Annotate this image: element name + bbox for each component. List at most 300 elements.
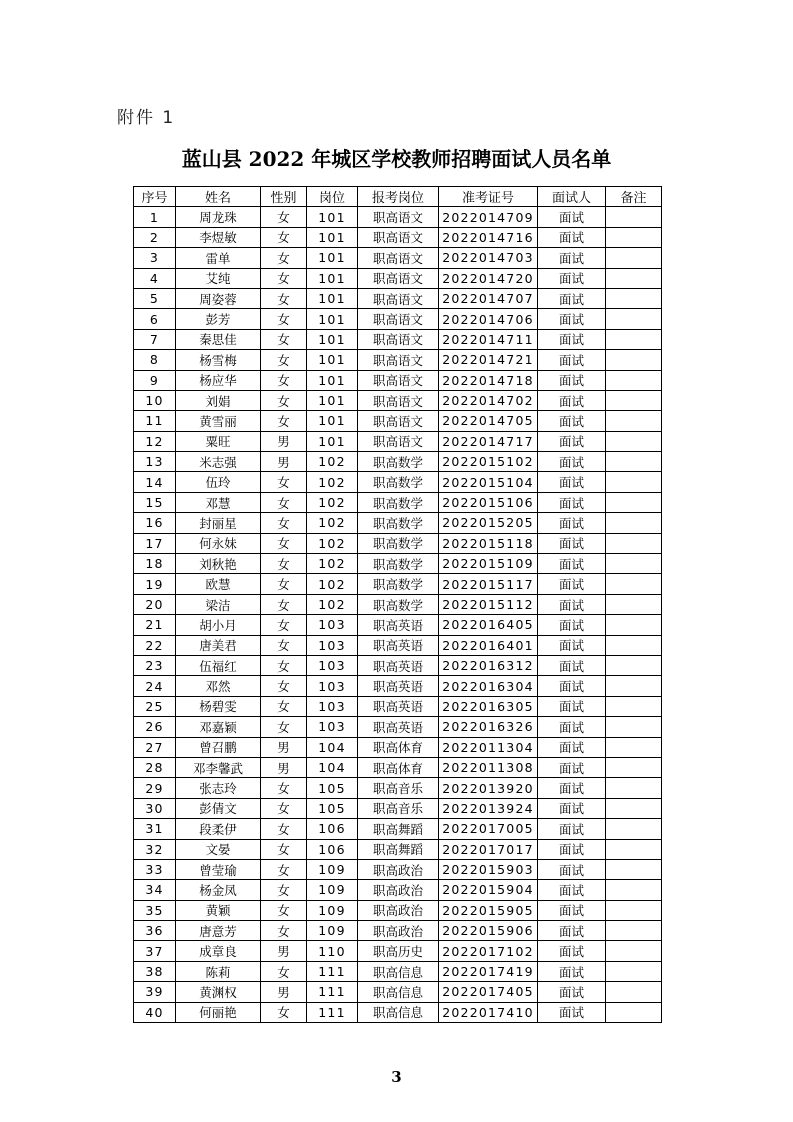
cell-applied-post: 职高政治 bbox=[358, 880, 439, 900]
cell-applied-post: 职高数学 bbox=[358, 554, 439, 574]
cell-post: 102 bbox=[307, 472, 358, 492]
cell-applied-post: 职高舞蹈 bbox=[358, 839, 439, 859]
cell-interview: 面试 bbox=[538, 941, 606, 961]
cell-interview: 面试 bbox=[538, 880, 606, 900]
cell-name: 彭倩文 bbox=[176, 798, 261, 818]
cell-name: 梁洁 bbox=[176, 594, 261, 614]
cell-gender: 女 bbox=[261, 717, 307, 737]
cell-ticket-number: 2022017405 bbox=[439, 982, 538, 1002]
cell-interview: 面试 bbox=[538, 655, 606, 675]
cell-applied-post: 职高语文 bbox=[358, 248, 439, 268]
cell-ticket-number: 2022014707 bbox=[439, 288, 538, 308]
cell-applied-post: 职高数学 bbox=[358, 533, 439, 553]
cell-index: 25 bbox=[134, 696, 176, 716]
cell-index: 28 bbox=[134, 757, 176, 777]
cell-index: 34 bbox=[134, 880, 176, 900]
cell-interview: 面试 bbox=[538, 207, 606, 227]
cell-ticket-number: 2022014721 bbox=[439, 350, 538, 370]
cell-ticket-number: 2022016405 bbox=[439, 615, 538, 635]
cell-name: 何永妹 bbox=[176, 533, 261, 553]
cell-name: 杨应华 bbox=[176, 370, 261, 390]
cell-post: 111 bbox=[307, 961, 358, 981]
cell-ticket-number: 2022015903 bbox=[439, 859, 538, 879]
cell-applied-post: 职高信息 bbox=[358, 1002, 439, 1022]
cell-remarks bbox=[606, 757, 662, 777]
cell-post: 101 bbox=[307, 390, 358, 410]
cell-index: 27 bbox=[134, 737, 176, 757]
cell-name: 刘娟 bbox=[176, 390, 261, 410]
cell-applied-post: 职高信息 bbox=[358, 982, 439, 1002]
table-row bbox=[134, 635, 662, 655]
table-row bbox=[134, 961, 662, 981]
cell-ticket-number: 2022014711 bbox=[439, 329, 538, 349]
cell-name: 胡小月 bbox=[176, 615, 261, 635]
cell-interview: 面试 bbox=[538, 309, 606, 329]
cell-ticket-number: 2022014703 bbox=[439, 248, 538, 268]
cell-gender: 男 bbox=[261, 941, 307, 961]
cell-gender: 女 bbox=[261, 859, 307, 879]
cell-post: 101 bbox=[307, 207, 358, 227]
cell-index: 12 bbox=[134, 431, 176, 451]
cell-interview: 面试 bbox=[538, 778, 606, 798]
cell-name: 欧慧 bbox=[176, 574, 261, 594]
cell-ticket-number: 2022014706 bbox=[439, 309, 538, 329]
cell-gender: 女 bbox=[261, 676, 307, 696]
table-row bbox=[134, 655, 662, 675]
cell-index: 37 bbox=[134, 941, 176, 961]
cell-gender: 女 bbox=[261, 492, 307, 512]
table-row bbox=[134, 737, 662, 757]
cell-interview: 面试 bbox=[538, 554, 606, 574]
cell-index: 30 bbox=[134, 798, 176, 818]
cell-gender: 男 bbox=[261, 452, 307, 472]
cell-ticket-number: 2022015118 bbox=[439, 533, 538, 553]
cell-index: 14 bbox=[134, 472, 176, 492]
cell-post: 101 bbox=[307, 248, 358, 268]
cell-ticket-number: 2022015906 bbox=[439, 921, 538, 941]
cell-post: 102 bbox=[307, 554, 358, 574]
cell-ticket-number: 2022016305 bbox=[439, 696, 538, 716]
cell-applied-post: 职高数学 bbox=[358, 492, 439, 512]
table-row bbox=[134, 859, 662, 879]
cell-gender: 男 bbox=[261, 431, 307, 451]
table-row bbox=[134, 1002, 662, 1022]
cell-ticket-number: 2022014716 bbox=[439, 227, 538, 247]
cell-remarks bbox=[606, 900, 662, 920]
cell-post: 101 bbox=[307, 268, 358, 288]
cell-gender: 女 bbox=[261, 655, 307, 675]
cell-ticket-number: 2022014709 bbox=[439, 207, 538, 227]
cell-remarks bbox=[606, 819, 662, 839]
cell-ticket-number: 2022014718 bbox=[439, 370, 538, 390]
cell-remarks bbox=[606, 1002, 662, 1022]
cell-interview: 面试 bbox=[538, 819, 606, 839]
cell-remarks bbox=[606, 431, 662, 451]
page-title: 蓝山县 2022 年城区学校教师招聘面试人员名单 bbox=[181, 147, 612, 171]
cell-applied-post: 职高政治 bbox=[358, 921, 439, 941]
cell-ticket-number: 2022015905 bbox=[439, 900, 538, 920]
cell-gender: 男 bbox=[261, 737, 307, 757]
cell-name: 邓李馨武 bbox=[176, 757, 261, 777]
header-applied-post: 报考岗位 bbox=[358, 187, 439, 207]
cell-interview: 面试 bbox=[538, 574, 606, 594]
cell-ticket-number: 2022014705 bbox=[439, 411, 538, 431]
cell-index: 13 bbox=[134, 452, 176, 472]
cell-post: 105 bbox=[307, 778, 358, 798]
cell-index: 26 bbox=[134, 717, 176, 737]
cell-applied-post: 职高语文 bbox=[358, 268, 439, 288]
cell-applied-post: 职高英语 bbox=[358, 635, 439, 655]
cell-gender: 男 bbox=[261, 982, 307, 1002]
table-row bbox=[134, 431, 662, 451]
cell-remarks bbox=[606, 798, 662, 818]
table-row bbox=[134, 696, 662, 716]
cell-ticket-number: 2022013920 bbox=[439, 778, 538, 798]
cell-applied-post: 职高语文 bbox=[358, 411, 439, 431]
cell-applied-post: 职高音乐 bbox=[358, 798, 439, 818]
cell-remarks bbox=[606, 594, 662, 614]
cell-interview: 面试 bbox=[538, 839, 606, 859]
header-remarks: 备注 bbox=[606, 187, 662, 207]
cell-interview: 面试 bbox=[538, 798, 606, 818]
cell-ticket-number: 2022013924 bbox=[439, 798, 538, 818]
cell-post: 101 bbox=[307, 329, 358, 349]
cell-post: 104 bbox=[307, 757, 358, 777]
cell-index: 10 bbox=[134, 390, 176, 410]
cell-remarks bbox=[606, 533, 662, 553]
cell-gender: 男 bbox=[261, 757, 307, 777]
cell-interview: 面试 bbox=[538, 248, 606, 268]
cell-gender: 女 bbox=[261, 696, 307, 716]
table-row bbox=[134, 309, 662, 329]
table-row bbox=[134, 248, 662, 268]
cell-name: 黄颖 bbox=[176, 900, 261, 920]
table-row bbox=[134, 676, 662, 696]
cell-interview: 面试 bbox=[538, 696, 606, 716]
table-row bbox=[134, 452, 662, 472]
cell-index: 33 bbox=[134, 859, 176, 879]
cell-name: 曾召鹏 bbox=[176, 737, 261, 757]
cell-applied-post: 职高语文 bbox=[358, 227, 439, 247]
cell-interview: 面试 bbox=[538, 757, 606, 777]
cell-applied-post: 职高音乐 bbox=[358, 778, 439, 798]
cell-post: 110 bbox=[307, 941, 358, 961]
cell-gender: 女 bbox=[261, 1002, 307, 1022]
table-row bbox=[134, 982, 662, 1002]
cell-gender: 女 bbox=[261, 778, 307, 798]
table-row bbox=[134, 288, 662, 308]
cell-post: 101 bbox=[307, 350, 358, 370]
cell-index: 40 bbox=[134, 1002, 176, 1022]
cell-post: 103 bbox=[307, 655, 358, 675]
cell-interview: 面试 bbox=[538, 900, 606, 920]
cell-index: 5 bbox=[134, 288, 176, 308]
cell-name: 艾纯 bbox=[176, 268, 261, 288]
cell-applied-post: 职高政治 bbox=[358, 859, 439, 879]
cell-post: 101 bbox=[307, 370, 358, 390]
table-header-row bbox=[134, 187, 662, 207]
cell-index: 38 bbox=[134, 961, 176, 981]
cell-name: 伍玲 bbox=[176, 472, 261, 492]
cell-post: 103 bbox=[307, 676, 358, 696]
cell-gender: 女 bbox=[261, 900, 307, 920]
cell-name: 邓然 bbox=[176, 676, 261, 696]
table-row bbox=[134, 921, 662, 941]
cell-ticket-number: 2022017419 bbox=[439, 961, 538, 981]
cell-index: 24 bbox=[134, 676, 176, 696]
attachment-label: 附件 1 bbox=[117, 108, 176, 128]
table-row bbox=[134, 227, 662, 247]
cell-gender: 女 bbox=[261, 961, 307, 981]
cell-remarks bbox=[606, 227, 662, 247]
cell-ticket-number: 2022011304 bbox=[439, 737, 538, 757]
cell-remarks bbox=[606, 350, 662, 370]
table-row bbox=[134, 207, 662, 227]
cell-name: 彭芳 bbox=[176, 309, 261, 329]
cell-remarks bbox=[606, 941, 662, 961]
candidate-table bbox=[133, 186, 662, 1023]
table-row bbox=[134, 717, 662, 737]
cell-applied-post: 职高政治 bbox=[358, 900, 439, 920]
cell-index: 17 bbox=[134, 533, 176, 553]
cell-ticket-number: 2022014702 bbox=[439, 390, 538, 410]
cell-gender: 女 bbox=[261, 411, 307, 431]
cell-name: 何丽艳 bbox=[176, 1002, 261, 1022]
cell-gender: 女 bbox=[261, 227, 307, 247]
cell-post: 103 bbox=[307, 615, 358, 635]
cell-remarks bbox=[606, 268, 662, 288]
cell-interview: 面试 bbox=[538, 961, 606, 981]
cell-post: 102 bbox=[307, 533, 358, 553]
cell-remarks bbox=[606, 717, 662, 737]
cell-post: 103 bbox=[307, 635, 358, 655]
cell-interview: 面试 bbox=[538, 737, 606, 757]
cell-gender: 女 bbox=[261, 798, 307, 818]
cell-post: 102 bbox=[307, 452, 358, 472]
cell-remarks bbox=[606, 921, 662, 941]
cell-applied-post: 职高英语 bbox=[358, 676, 439, 696]
cell-post: 101 bbox=[307, 431, 358, 451]
cell-ticket-number: 2022011308 bbox=[439, 757, 538, 777]
cell-applied-post: 职高英语 bbox=[358, 655, 439, 675]
cell-index: 20 bbox=[134, 594, 176, 614]
cell-applied-post: 职高语文 bbox=[358, 309, 439, 329]
cell-gender: 女 bbox=[261, 472, 307, 492]
cell-remarks bbox=[606, 411, 662, 431]
cell-interview: 面试 bbox=[538, 390, 606, 410]
cell-gender: 女 bbox=[261, 309, 307, 329]
cell-remarks bbox=[606, 982, 662, 1002]
cell-index: 21 bbox=[134, 615, 176, 635]
cell-name: 黄渊权 bbox=[176, 982, 261, 1002]
cell-interview: 面试 bbox=[538, 594, 606, 614]
cell-remarks bbox=[606, 676, 662, 696]
cell-index: 32 bbox=[134, 839, 176, 859]
cell-post: 101 bbox=[307, 411, 358, 431]
cell-gender: 女 bbox=[261, 390, 307, 410]
cell-interview: 面试 bbox=[538, 859, 606, 879]
cell-name: 封丽星 bbox=[176, 513, 261, 533]
cell-ticket-number: 2022014720 bbox=[439, 268, 538, 288]
cell-name: 成章良 bbox=[176, 941, 261, 961]
cell-applied-post: 职高语文 bbox=[358, 390, 439, 410]
cell-gender: 女 bbox=[261, 533, 307, 553]
cell-post: 109 bbox=[307, 859, 358, 879]
cell-ticket-number: 2022015104 bbox=[439, 472, 538, 492]
cell-applied-post: 职高英语 bbox=[358, 696, 439, 716]
cell-remarks bbox=[606, 859, 662, 879]
cell-post: 101 bbox=[307, 309, 358, 329]
cell-interview: 面试 bbox=[538, 635, 606, 655]
cell-interview: 面试 bbox=[538, 921, 606, 941]
cell-name: 李煜敏 bbox=[176, 227, 261, 247]
cell-name: 米志强 bbox=[176, 452, 261, 472]
cell-index: 39 bbox=[134, 982, 176, 1002]
table-row bbox=[134, 757, 662, 777]
cell-ticket-number: 2022016401 bbox=[439, 635, 538, 655]
cell-index: 1 bbox=[134, 207, 176, 227]
cell-applied-post: 职高数学 bbox=[358, 513, 439, 533]
table-row bbox=[134, 819, 662, 839]
cell-name: 杨雪梅 bbox=[176, 350, 261, 370]
cell-interview: 面试 bbox=[538, 492, 606, 512]
cell-gender: 女 bbox=[261, 880, 307, 900]
cell-index: 6 bbox=[134, 309, 176, 329]
header-index: 序号 bbox=[134, 187, 176, 207]
cell-remarks bbox=[606, 655, 662, 675]
cell-remarks bbox=[606, 778, 662, 798]
header-gender: 性别 bbox=[261, 187, 307, 207]
cell-gender: 女 bbox=[261, 248, 307, 268]
cell-ticket-number: 2022015112 bbox=[439, 594, 538, 614]
cell-index: 16 bbox=[134, 513, 176, 533]
cell-applied-post: 职高语文 bbox=[358, 350, 439, 370]
cell-post: 102 bbox=[307, 492, 358, 512]
cell-applied-post: 职高英语 bbox=[358, 615, 439, 635]
cell-ticket-number: 2022016304 bbox=[439, 676, 538, 696]
cell-remarks bbox=[606, 635, 662, 655]
cell-name: 张志玲 bbox=[176, 778, 261, 798]
cell-remarks bbox=[606, 390, 662, 410]
cell-post: 101 bbox=[307, 288, 358, 308]
table-row bbox=[134, 615, 662, 635]
cell-name: 杨金凤 bbox=[176, 880, 261, 900]
cell-interview: 面试 bbox=[538, 472, 606, 492]
cell-post: 106 bbox=[307, 819, 358, 839]
cell-post: 111 bbox=[307, 1002, 358, 1022]
cell-post: 111 bbox=[307, 982, 358, 1002]
cell-name: 周姿蓉 bbox=[176, 288, 261, 308]
table-row bbox=[134, 390, 662, 410]
cell-applied-post: 职高体育 bbox=[358, 737, 439, 757]
cell-gender: 女 bbox=[261, 329, 307, 349]
cell-post: 102 bbox=[307, 574, 358, 594]
cell-interview: 面试 bbox=[538, 615, 606, 635]
cell-applied-post: 职高数学 bbox=[358, 452, 439, 472]
cell-remarks bbox=[606, 370, 662, 390]
table-row bbox=[134, 900, 662, 920]
cell-interview: 面试 bbox=[538, 370, 606, 390]
cell-interview: 面试 bbox=[538, 1002, 606, 1022]
table-row bbox=[134, 941, 662, 961]
page-number: 3 bbox=[391, 1068, 402, 1086]
table-row bbox=[134, 798, 662, 818]
cell-remarks bbox=[606, 554, 662, 574]
cell-index: 23 bbox=[134, 655, 176, 675]
table-row bbox=[134, 268, 662, 288]
cell-applied-post: 职高语文 bbox=[358, 207, 439, 227]
cell-applied-post: 职高数学 bbox=[358, 472, 439, 492]
cell-name: 陈莉 bbox=[176, 961, 261, 981]
cell-gender: 女 bbox=[261, 513, 307, 533]
cell-applied-post: 职高体育 bbox=[358, 757, 439, 777]
cell-applied-post: 职高数学 bbox=[358, 594, 439, 614]
cell-ticket-number: 2022017017 bbox=[439, 839, 538, 859]
cell-index: 19 bbox=[134, 574, 176, 594]
table-row bbox=[134, 513, 662, 533]
cell-gender: 女 bbox=[261, 819, 307, 839]
cell-applied-post: 职高舞蹈 bbox=[358, 819, 439, 839]
table-row bbox=[134, 778, 662, 798]
table-row bbox=[134, 411, 662, 431]
cell-index: 3 bbox=[134, 248, 176, 268]
cell-applied-post: 职高语文 bbox=[358, 288, 439, 308]
header-interview: 面试人 bbox=[538, 187, 606, 207]
cell-post: 102 bbox=[307, 513, 358, 533]
cell-remarks bbox=[606, 329, 662, 349]
cell-interview: 面试 bbox=[538, 676, 606, 696]
cell-gender: 女 bbox=[261, 370, 307, 390]
cell-post: 102 bbox=[307, 594, 358, 614]
cell-ticket-number: 2022015102 bbox=[439, 452, 538, 472]
cell-post: 109 bbox=[307, 880, 358, 900]
table-row bbox=[134, 839, 662, 859]
cell-post: 104 bbox=[307, 737, 358, 757]
cell-ticket-number: 2022017410 bbox=[439, 1002, 538, 1022]
cell-gender: 女 bbox=[261, 350, 307, 370]
cell-name: 周龙珠 bbox=[176, 207, 261, 227]
header-post: 岗位 bbox=[307, 187, 358, 207]
cell-name: 粟旺 bbox=[176, 431, 261, 451]
cell-remarks bbox=[606, 452, 662, 472]
cell-remarks bbox=[606, 574, 662, 594]
cell-post: 103 bbox=[307, 717, 358, 737]
table-row bbox=[134, 329, 662, 349]
cell-remarks bbox=[606, 696, 662, 716]
cell-index: 36 bbox=[134, 921, 176, 941]
cell-index: 9 bbox=[134, 370, 176, 390]
table-row bbox=[134, 574, 662, 594]
cell-remarks bbox=[606, 248, 662, 268]
cell-applied-post: 职高语文 bbox=[358, 329, 439, 349]
cell-interview: 面试 bbox=[538, 288, 606, 308]
table-row bbox=[134, 492, 662, 512]
cell-post: 103 bbox=[307, 696, 358, 716]
cell-interview: 面试 bbox=[538, 452, 606, 472]
cell-ticket-number: 2022015904 bbox=[439, 880, 538, 900]
cell-name: 文晏 bbox=[176, 839, 261, 859]
cell-name: 雷单 bbox=[176, 248, 261, 268]
cell-post: 105 bbox=[307, 798, 358, 818]
cell-gender: 女 bbox=[261, 839, 307, 859]
cell-interview: 面试 bbox=[538, 268, 606, 288]
cell-remarks bbox=[606, 839, 662, 859]
cell-applied-post: 职高语文 bbox=[358, 431, 439, 451]
table-row bbox=[134, 554, 662, 574]
cell-interview: 面试 bbox=[538, 350, 606, 370]
cell-index: 8 bbox=[134, 350, 176, 370]
cell-remarks bbox=[606, 961, 662, 981]
